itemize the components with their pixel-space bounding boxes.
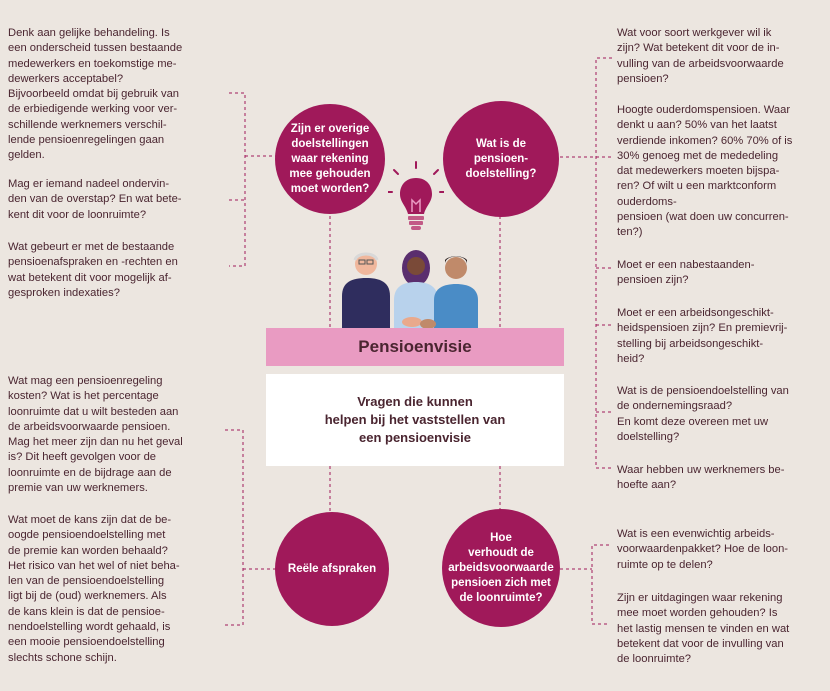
question-equal-treatment: Denk aan gelijke behandeling. Is een onderscheid tussen bestaande medewerkers en toekomstige me- dewerkers acceptabel? Bijvoorbeeld omdat bij gebruik van de erbiedigende werking voor ver- schillende werknemers verschil- lende pensioenregelingen gaan gelden. [8,27,183,162]
circle-other-goals: Zijn er overige doelstellingen waar rekening mee gehouden moet worden? [275,104,385,214]
question-challenges: Zijn er uitdagingen waar rekening mee moet worden gehouden? Is het lastig mensen te vinden en wat betekent dat voor de invulling van de loonruimte? [617,592,790,666]
connector-bottom-right [560,545,609,624]
central-title-box: Vragen die kunnen helpen bij het vaststellen van een pensioenvisie [266,374,564,466]
question-goal-probability: Wat moet de kans zijn dat de be- oogde pensioendoelstelling met de premie kan worden behaald? Het risico van het wel of niet beha- len van de pensioendoelstelling ligt bij de (oud) werknemers. Als de kans klein is dat de pensioe- nendoelstelling wordt gehaald, is een mooie pensioendoelstelling slechts schone schijn. [8,514,180,664]
question-existing-rights: Wat gebeurt er met de bestaande pensioenafspraken en -rechten en wat betekent dit voor mogelijk af- gesproken indexaties? [8,241,178,299]
question-employee-needs: Waar hebben uw werknemers be- hoefte aan? [617,464,785,492]
lightbulb-icon [388,160,444,242]
pension-vision-banner: Pensioenvisie [266,328,564,366]
connector-top-right [560,58,612,468]
question-balanced-package: Wat is een evenwichtig arbeids- voorwaardenpakket? Hoe de loon- ruimte op te delen? [617,528,789,571]
people-illustration [330,240,500,332]
question-transition-disadvantage: Mag er iemand nadeel ondervin- den van de overstap? En wat bete- kent dit voor de loonruimte? [8,178,182,221]
question-survivors-pension: Moet er een nabestaanden- pensioen zijn? [617,259,755,287]
circle-real-agreements: Reële afspraken [275,512,389,626]
question-disability-pension: Moet er een arbeidsongeschikt- heidspensioen zijn? En premievrij- stelling bij arbeidsongeschikt- heid? [617,307,788,365]
question-retirement-pension-level: Hoogte ouderdomspensioen. Waar denkt u aan? 50% van het laatst verdiende inkomen? 60% 70% of is 30% genoeg met de mededeling dat medewerkers moeten bijspa- ren? Of wilt u een marktconform ouderdoms- pensioen (wat doen uw concurren- ten?) [617,104,793,239]
question-pension-cost: Wat mag een pensioenregeling kosten? Wat is het percentage loonruimte dat u wilt besteden aan de arbeidsvoorwaarde pensioen. Mag het meer zijn dan nu het geval is? Dit heeft gevolgen voor de loonruimte en de bijdrage aan de premie van uw werknemers. [8,375,183,495]
circle-pension-goal: Wat is de pensioen- doelstelling? [443,101,559,217]
question-employer-type: Wat voor soort werkgever wil ik zijn? Wat betekent dit voor de in- vulling van de arbeidsvoorwaarde pensioen? [617,27,784,85]
circle-pension-vs-wage: Hoe verhoudt de arbeidsvoorwaarde pensioen zich met de loonruimte? [442,509,560,627]
question-works-council-goal: Wat is de pensioendoelstelling van de ondernemingsraad? En komt deze overeen met uw doelstelling? [617,385,789,443]
